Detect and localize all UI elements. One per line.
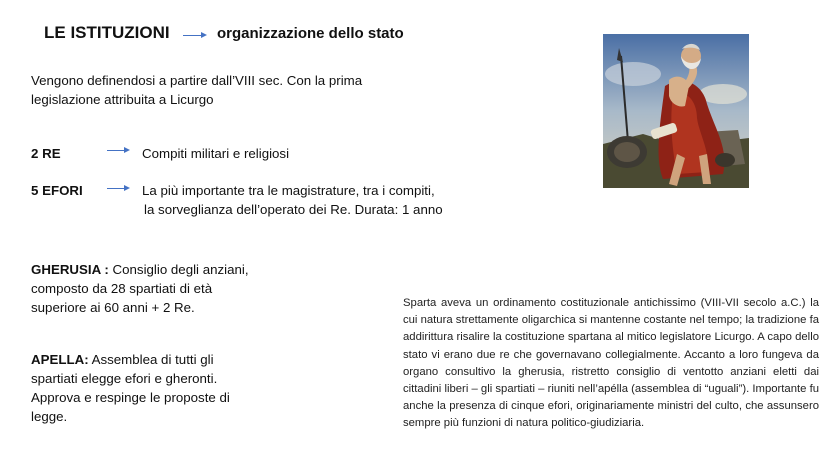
description-paragraph: Sparta aveva un ordinamento costituzionale antichissimo (VIII-VII secolo a.C.) la cui natura strettamente oligarchica si mantenne costante nel tempo; la tradizione fa addirittura risalire la costituzione spartana al mitico legislatore Licurgo. A capo dello stato vi erano due re che governavano collegialmente. Accanto a loro fungeva da organo consultivo la gherusia, ristretto consiglio di ventotto anziani eletti dai cittadini liberi – gli spartiati – riuniti nell’apélla (assemblea di “uguali”). Importante fu anche la presenza di cinque efori, originariamente ministri del culto, che assunsero sempre più funzioni di natura politico-giudiziaria. <box>403 297 819 430</box>
apella-text: Assemblea di tutti gli spartiati elegge efori e gheronti. Approva e respinge le proposte di legge. <box>31 352 230 424</box>
item-label-efori: 5 EFORI <box>31 183 83 198</box>
item-text-efori-line1: La più importante tra le magistrature, tra i compiti, <box>142 183 435 198</box>
apella-label: APELLA: <box>31 352 89 367</box>
gherusia-label: GHERUSIA : <box>31 262 109 277</box>
page-subtitle: organizzazione dello stato <box>217 25 404 42</box>
item-text-re: Compiti militari e religiosi <box>142 146 290 161</box>
page-title: LE ISTITUZIONI <box>44 23 170 42</box>
apella-block <box>31 350 253 426</box>
arrow-icon <box>183 35 205 36</box>
arrow-icon <box>107 150 128 151</box>
lycurgus-portrait-image <box>603 34 749 188</box>
item-text-efori-line2: la sorveglianza dell’operato dei Re. Durata: 1 anno <box>144 202 443 217</box>
intro-text: Vengono definendosi a partire dall’VIII sec. Con la prima legislazione attribuita a Licurgo <box>31 73 363 107</box>
item-label-re: 2 RE <box>31 146 61 161</box>
gherusia-text: Consiglio degli anziani, composto da 28 spartiati di età superiore ai 60 anni + 2 Re. <box>31 262 249 315</box>
arrow-icon <box>107 188 128 189</box>
gherusia-block <box>31 260 253 317</box>
